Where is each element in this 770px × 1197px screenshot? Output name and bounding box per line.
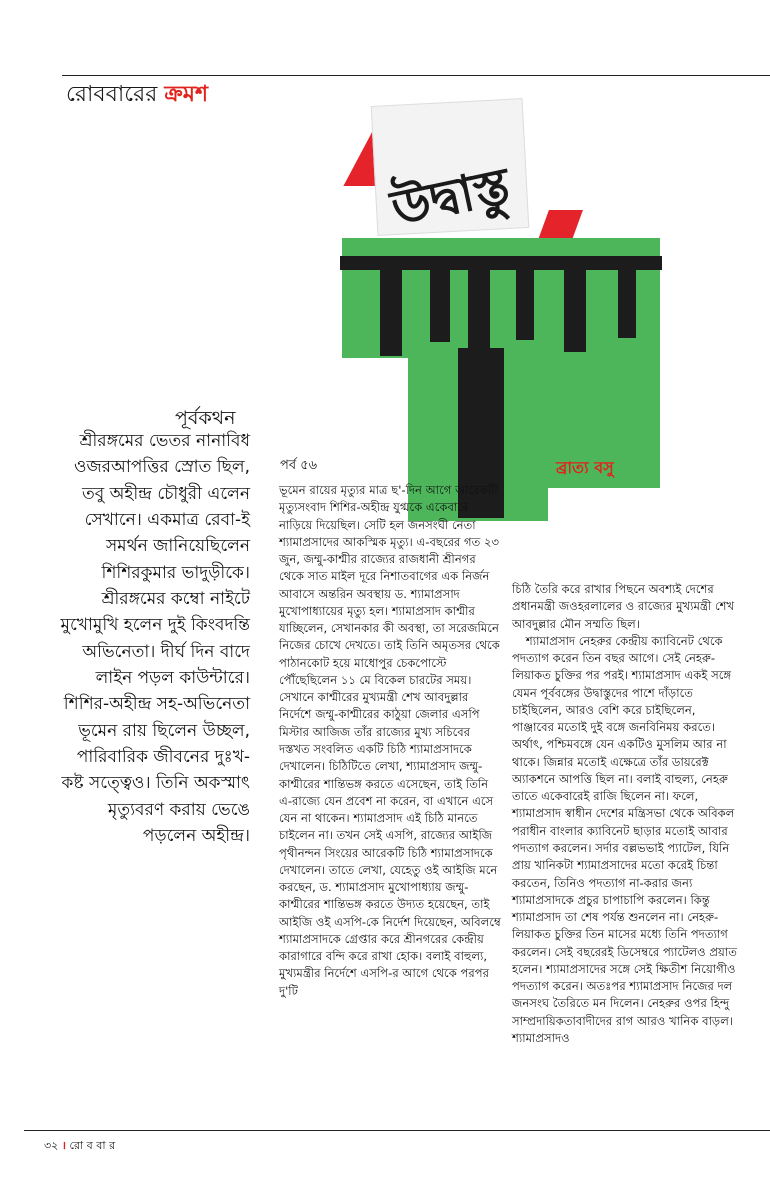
footer-separator: ।	[61, 1139, 66, 1152]
ink-stroke	[564, 270, 586, 352]
title-artwork	[318, 98, 670, 524]
ink-stroke	[468, 270, 490, 356]
preface-body	[58, 428, 250, 850]
author-name: ব্রাত্য বসু	[556, 458, 614, 477]
artwork-title-big	[348, 248, 349, 409]
top-rule	[62, 75, 770, 76]
column-2-paragraph-1: চিঠি তৈরি করে রাখার পিছনে অবশ্যই দেশের প্রধানমন্ত্রী জওহরলালের ও রাজ্যের মুখ্যমন্ত্রী শেখ আবদুল্লার মৌন সম্মতি ছিল।	[512, 582, 735, 631]
article-column-2	[512, 581, 740, 1047]
section-label: রোববারের	[66, 82, 158, 107]
ink-stroke	[516, 270, 534, 340]
column-2-paragraph-2: শ্যামাপ্রসাদ নেহরুর কেন্দ্রীয় ক্যাবিনেট থেকে পদত্যাগ করেন তিন বছর আগে। সেই নেহরু-লিয়াকত চুক্তির পর পরই। শ্যামাপ্রসাদ একই সঙ্গে যেমন পূর্ববঙ্গের উদ্বাস্তুদের পাশে দাঁড়াতে চাইছিলেন, আরও বেশি করে চাইছিলেন, পাঞ্জাবের মতোই দুই বঙ্গে জনবিনিময় করতে। অর্থাৎ, পশ্চিমবঙ্গে যেন একটিও মুসলিম আর না থাকে। জিন্নার মতোই এক্ষেত্রে তাঁর ডায়রেক্ট অ্যাকশনে আপত্তি ছিল না। বলাই বাহুল্য, নেহরু তাতে একেবারেই রাজি ছিলেন না। ফলে, শ্যামাপ্রসাদ স্বাধীন দেশের মন্ত্রিসভা থেকে অবিকল পরাধীন বাংলার ক্যাবিনেট ছাড়ার মতোই আবার পদত্যাগ করলেন। সর্দার বল্লভভাই প্যাটেল, যিনি প্রায় খানিকটা শ্যামাপ্রসাদের মতো করেই চিন্তা করতেন, তিনিও পদত্যাগ না-করার জন্য শ্যামাপ্রসাদকে প্রচুর চাপাচাপি করলেন। কিন্তু শ্যামাপ্রসাদ তা শেষ পর্যন্ত শুনলেন না। নেহরু-লিয়াকত চুক্তির তিন মাসের মধ্যে তিনি পদত্যাগ করলেন। সেই বছরেরই ডিসেম্বরে প্যাটেলও প্রয়াত হলেন। শ্যামাপ্রসাদের সঙ্গে সেই ক্ষিতীশ নিয়োগীও পদত্যাগ করেন। অতঃপর শ্যামাপ্রসাদ নিজের দল জনসংঘ তৈরিতে মন দিলেন। নেহরুর ওপর হিন্দু সাম্প্রদায়িকতাবাদীদের রাগ আরও খানিক বাড়ল। শ্যামাপ্রসাদও	[512, 633, 737, 1045]
ink-stroke	[618, 270, 636, 338]
magazine-name: রো ব বা র	[69, 1139, 116, 1152]
episode-number: পর্ব ৫৬	[280, 458, 318, 473]
preface-title: পূর্বকথন	[175, 407, 236, 429]
section-heading	[66, 82, 208, 108]
artwork-title-top: উদ্বাস্তু	[386, 155, 515, 238]
page-footer	[44, 1137, 115, 1156]
preface-text: শ্রীরঙ্গমের ভেতর নানাবিধ ওজরআপত্তির স্রোত ছিল, তবু অহীন্দ্র চৌধুরী এলেন সেখানে। একমাত্র রেবা-ই সমর্থন জানিয়েছিলেন শিশিরকুমার ভাদুড়ীকে। শ্রীরঙ্গমের কম্বো নাইটে মুখোমুখি হলেন দুই কিংবদন্তি অভিনেতা। দীর্ঘ দিন বাদে লাইন পড়ল কাউন্টারে। শিশির-অহীন্দ্র সহ-অভিনেতা ভূমেন রায় ছিলেন উচ্ছল, পারিবারিক জীবনের দুঃখ-কষ্ট সত্ত্বেও। তিনি অকস্মাৎ মৃত্যুবরণ করায় ভেঙে পড়লেন অহীন্দ্র।	[60, 431, 250, 847]
ink-stroke	[430, 270, 450, 342]
article-column-1	[279, 482, 503, 1000]
ink-stroke	[380, 270, 402, 356]
ink-stroke	[340, 256, 662, 270]
column-1-text: ভূমেন রায়ের মৃত্যুর মাত্র ছ'-দিন আগে আরেকটি মৃত্যুসংবাদ শিশির-অহীন্দ্র যুগ্মকে একেবারে নাড়িয়ে দিয়েছিল। সেটি হল জনসংঘী নেতা শ্যামাপ্রসাদের আকস্মিক মৃত্যু। এ-বছরের গত ২৩ জুন, জম্মু-কাশ্মীর রাজ্যের রাজধানী শ্রীনগর থেকে সাত মাইল দূরে নিশাতবাগের এক নির্জন আবাসে অন্তরিন অবস্থায় ড. শ্যামাপ্রসাদ মুখোপাধ্যায়ের মৃত্যু হল। শ্যামাপ্রসাদ কাশ্মীর যাচ্ছিলেন, সেখানকার কী অবস্থা, তা সরেজমিনে নিজের চোখে দেখতে। তাই তিনি অমৃতসর থেকে পাঠানকোট হয়ে মাধোপুর চেকপোস্টে পৌঁছেছিলেন ১১ মে বিকেল চারটের সময়। সেখানে কাশ্মীরের মুখ্যমন্ত্রী শেখ আবদুল্লার নির্দেশে জম্মু-কাশ্মীরের কাঠুয়া জেলার এসপি মিস্টার আজিজ তাঁর রাজ্যের মুখ্য সচিবের দস্তখত সংবলিত একটি চিঠি শ্যামাপ্রসাদকে দেখালেন। চিঠিটিতে লেখা, শ্যামাপ্রসাদ জম্মু-কাশ্মীরের শান্তিভঙ্গ করতে এসেছেন, তাই তিনি এ-রাজ্যে যেন প্রবেশ না করেন, বা এখানে এসে যেন না থাকেন। শ্যামাপ্রসাদ এই চিঠি মানতে চাইলেন না। তখন সেই এসপি, রাজ্যের আইজি পৃথীনন্দন সিংয়ের আরেকটি চিঠি শ্যামাপ্রসাদকে দেখালেন। তাতে লেখা, যেহেতু ওই আইজি মনে করছেন, ড. শ্যামাপ্রসাদ মুখোপাধ্যায় জম্মু-কাশ্মীরের শান্তিভঙ্গ করতে উদ্যত হয়েছেন, তাই আইজি ওই এসপি-কে নির্দেশ দিয়েছেন, অবিলম্বে শ্যামাপ্রসাদকে গ্রেপ্তার করে শ্রীনগরের কেন্দ্রীয় কারাগারে বন্দি করে রাখা হোক। বলাই বাহুল্য, মুখ্যমন্ত্রীর নির্দেশে এসপি-র আগে থেকে পরপর দু'টি	[279, 483, 501, 998]
section-label-accent: ক্রমশ	[164, 82, 208, 107]
page-number: ৩২	[44, 1139, 59, 1152]
bottom-rule	[24, 1130, 770, 1131]
